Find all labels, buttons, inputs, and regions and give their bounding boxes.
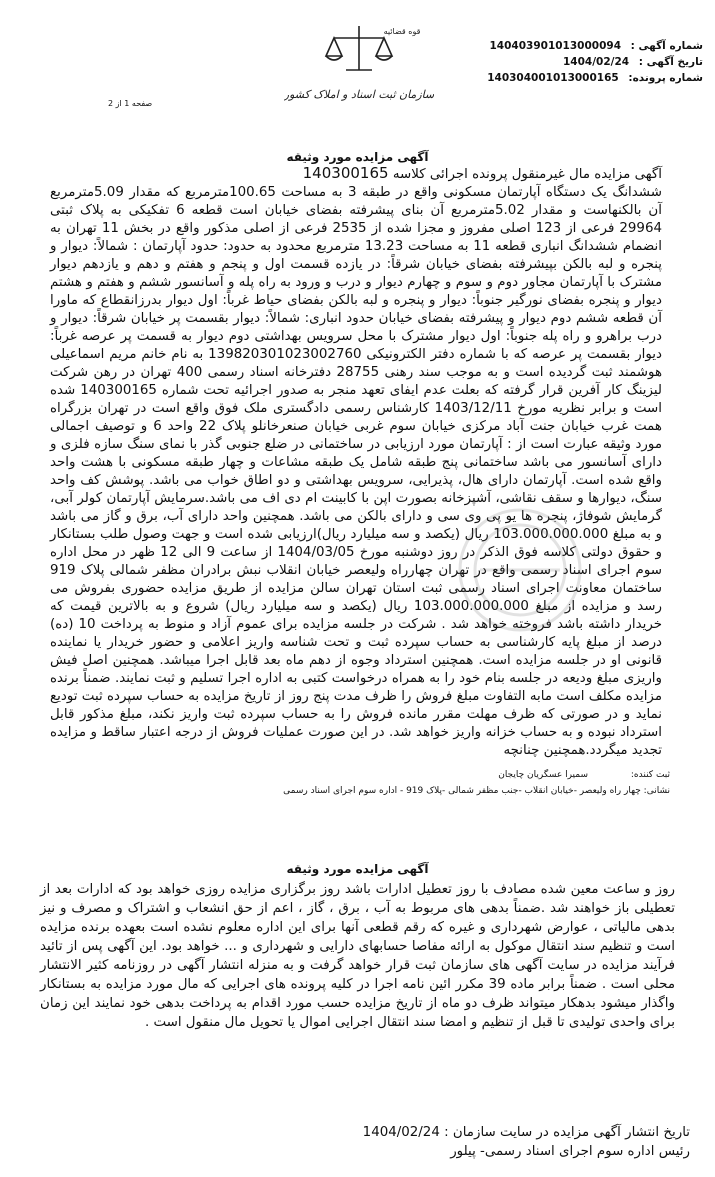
case-number-label: شماره پرونده: [628,72,703,84]
page-indicator: صفحه 1 از 2 [108,99,153,108]
emblem-text-bottom: سازمان ثبت اسناد و املاک کشور [284,88,434,101]
judiciary-emblem-icon [284,20,434,108]
ad-date-label: تاریخ آگهی : [638,56,703,68]
notice-body [50,164,662,760]
registrant-name: سمیرا عسگریان چایجان [498,770,589,780]
registrant-label: ثبت کننده: [630,770,670,780]
address-row [215,786,670,796]
ad-number-label: شماره آگهی : [630,40,703,52]
ad-number: 140403901013000094 [489,40,622,52]
case-number: 140304001013000165 [487,72,619,84]
publish-date-row [30,1125,690,1140]
address-text: چهار راه ولیعصر -خیابان انقلاب -جنب مظفر شمالی -پلاک 919 - اداره سوم اجرای اسناد رسمی [283,786,641,796]
ad-date-row [403,54,703,70]
notice-title: آگهی مزایده مورد وثیقه [286,150,429,164]
case-number-row [403,70,703,86]
header-meta [403,38,703,86]
notice2-body: روز و ساعت معین شده مصادف با روز تعطیل ادارات باشد روز برگزاری مزایده روزی خواهد بود که ادارات بعد از تعطیلی باز خواهند شد .ضمناً بدهی های مربوط به آب ، برق ، گاز ، اعم از حق انشعاب و اشتراک و مصرف و نیز بدهی مالیاتی ، عوارض شهرداری و غیره که رقم قطعی آنها برای این اداره معلوم نشده است بعهده برنده مزایده است و تنظیم سند انتقال موکول به ارائه مفاصا حسابهای دارایی و شهرداری و ... خواهد بود. این آگهی پس از تائید فرآیند مزایده در سایت آگهی های سازمان ثبت قرار خواهد گرفت و به منزله انتشار آگهی در روزنامه کثیر الانتشار محلی است . ضمناً برابر ماده 39 مکرر ائین نامه اجرا در کلیه پرونده های اجرایی که مال مورد مزایده به بستانکار واگذار میشود بدهکار میتواند ظرف دو ماه از تاریخ مزایده حسب مورد اقدام به پرداخت بدهی خود نمایند این زمان برای واحدی تولیدی تا قبل از تنظیم و امضا سند انتقال اجرایی اموال یا تحویل مال منقول است . [40,882,675,1030]
emblem-text-top: قوه قضائیه [383,27,421,36]
notice-body-text: ششدانگ یک دستگاه آپارتمان مسکونی واقع در طبقه 3 به مساحت 100.65مترمربع که مقدار 5.09مترمربع آن بالکنهاست و مقدار 5.02مترمربع آن بنای پیشرفته بفضای خیابان است قطعه 6 تفکیکی به پلاک ثبتی 29964 فرعی از 123 اصلی مفروز و مجزا شده از 2535 فرعی از اصلی مذکور واقع در بخش 11 تهران به انضمام ششدانگ انباری قطعه 11 به مساحت 13.23 مترمربع محدود به حدود: حدود آپارتمان : شمالاً: دیوار و پنجره و لبه بالکن بپیشرفته بفضای خیابان شرقاً: در یازده قسمت اول و پنجم و هفتم و دهم و یازدهم دیوار مشترک با آپارتمان مجاور دوم و سوم و چهارم دیوار و درب و ورود به راه پله و آسانسور ششم و هفتم و هشتم دیوار و پنجره بفضای نورگیر جنوباً: دیوار و پنجره و لبه بالکن بفضای حیاط غرباً: اول دیوار بدرزانقطاع که ماورا آن قطعه ششم دوم دیوار و پیشرفته بفضای خیابان حدود انباری: شمالاً: دیوار بقسمت پر خیابان شرقاً: دیوار و درب براهرو و راه پله جنوباً: اول دیوار مشترک با محل سرویس بهداشتی دوم دیوار به قسمت پر عرصه غرباً: دیوار بقسمت پر عرصه که با شماره دفتر الکترونیکی 139820301023002760 به نام خانم مریم اسماعیلی هوشمند ثبت گردیده است و به موجب سند رهنی 28755 دفترخانه اسناد رسمی 400 تهران در رهن شرکت لیزینگ کار آفرین قرار گرفته که بعلت عدم ایفای تعهد منجر به صدور اجرائیه تحت شماره 140300165 شده است و برابر نظریه مورخ 1403/12/11 کارشناس رسمی دادگستری ملک فوق واقع است در تهران بزرگراه همت غرب خیابان جنت آباد مرکزی خیابان سوم غربی خیابان صنعرخانلو پلاک 22 واحد 6 و توصیف اجمالی مورد وثیقه عبارت است از : آپارتمان مورد ارزیابی در ساختمانی در ضلع جنوبی گذر با نمای سنگ سازه فلزی و دارای آسانسور می باشد ساختمانی پنج طبقه شامل یک طبقه مشاعات و چهار طبقه مسکونی با هشت واحد واقع شده است. آپارتمان دارای هال، پذیرایی، سرویس بهداشتی و دو اطاق خواب می باشد. پوشش کف واحد سنگ، دیوارها و سقف نقاشی، آشپزخانه بصورت اپن با کابینت ام دی اف می باشد.سرمایش آپارتمان کولر آبی، گرمایش شوفاژ، پنجره ها یو پی وی سی و دارای بالکن می باشد. همچنین واحد دارای آب، برق و گاز می باشد و به مبلغ 103.000.000.000 ریال (یکصد و سه میلیارد ریال)ارزیابی شده است و جهت وصول طلب بستانکار و حقوق دولتی کلاسه فوق الذکر در روز دوشنبه مورخ 1404/03/05 از ساعت 9 الی 12 ظهر در محل اداره سوم اجرای اسناد رسمی واقع در تهران چهارراه ولیعصر خیابان انقلاب نبش برادران مظفر شمالی پلاک 919 ساختمان معاونت اجرای اسناد رسمی ثبت استان تهران سالن مزایده از طریق مزایده حضوری بفروش می رسد و مزایده از مبلغ 103.000.000.000 ریال (یکصد و سه میلیارد ریال) شروع و به بالاترین قیمت که خریدار داشته باشد فروخته خواهد شد . شرکت در جلسه مزایده برای عموم آزاد و منوط به پرداخت 10 (ده) درصد از مبلغ پایه کارشناسی به حساب سپرده ثبت و تحت شناسه واریز اعلامی و حضور خریدار یا نماینده قانونی او در جلسه مزایده است. همچنین استرداد وجوه از دهم ماه بعد قابل اجرا میباشد. همچنین اصل فیش واریزی مبلغ ودیعه در جلسه بنام خود را به همراه درخواست کتبی به اداره اجرا تسلیم و ثبت نمایند. ضمناً برنده مزایده مکلف است مابه التفاوت مبلغ فروش را ظرف مدت پنج روز از تاریخ مزایده به حساب سپرده ثبت تودیع نماید و در صورتی که ظرف مهلت مقرر مانده فروش را به حساب سپرده ثبت واریز نکند، مبلغ مذکور قابل استرداد نبوده و به حساب خزانه واریز خواهد شد. در این صورت عملیات فروش از درجه اعتبار ساقط و مزایده تجدید میگردد.همچنین چنانچه [50,185,663,758]
notice-intro: آگهی مزایده مال غیرمنقول پرونده اجرائی کلاسه [392,167,662,182]
notice-case-number: 140300165 [302,164,389,182]
signature: رئیس اداره سوم اجرای اسناد رسمی- پیلور [450,1144,690,1159]
address-label: نشانی: [643,786,670,796]
notice2-title: آگهی مزایده مورد وثیقه [286,862,429,876]
ad-date: 1404/02/24 [563,56,630,68]
publish-date-label: تاریخ انتشار آگهی مزایده در سایت سازمان : [444,1125,690,1140]
ad-number-row [403,38,703,54]
registrant-row [215,770,670,780]
publish-date: 1404/02/24 [362,1125,440,1140]
